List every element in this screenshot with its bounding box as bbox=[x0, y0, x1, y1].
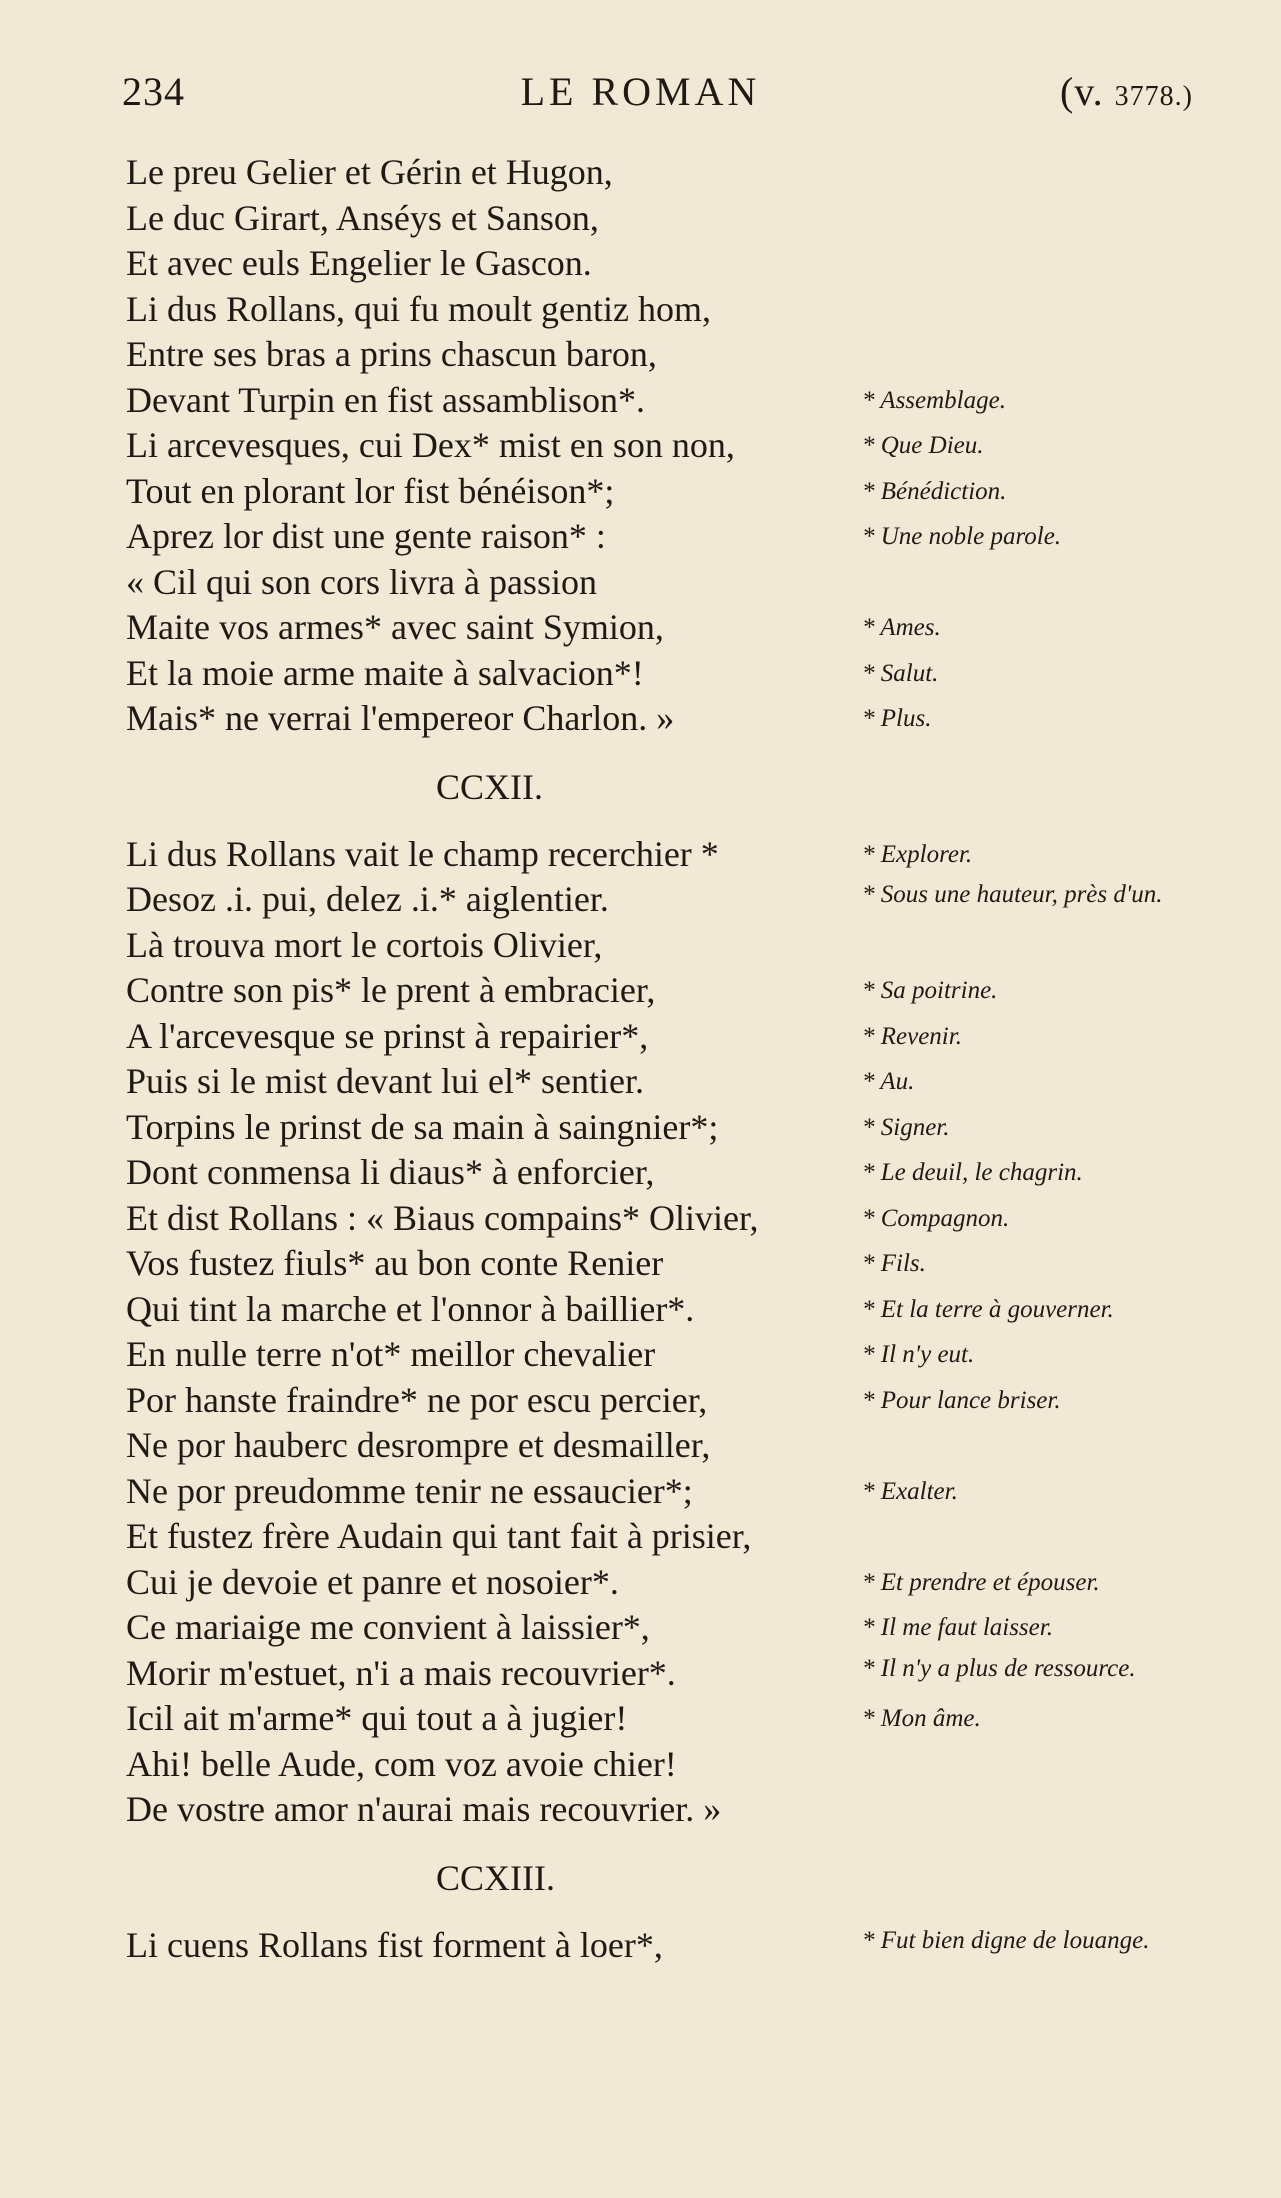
verse-line: Vos fustez fiuls* au bon conte Renier bbox=[126, 1243, 664, 1283]
verse-line: Li dus Rollans, qui fu moult gentiz hom, bbox=[126, 288, 711, 329]
verse-line: Ce mariaige me convient à laissier*, bbox=[126, 1607, 650, 1647]
verse-line: Tout en plorant lor fist bénéison*; bbox=[126, 470, 615, 511]
verse-line: Cui je devoie et panre et nosoier*. bbox=[126, 1561, 619, 1602]
gloss: * Revenir. bbox=[862, 1022, 962, 1050]
gloss: * Bénédiction. bbox=[862, 477, 1007, 505]
gloss: * Fils. bbox=[862, 1250, 926, 1277]
laisse-heading bbox=[126, 742, 846, 832]
verse-line: Desoz .i. pui, delez .i.* aiglentier. bbox=[126, 879, 609, 919]
verse-prefix: (v. bbox=[1059, 69, 1104, 114]
verse-line: Icil ait m'arme* qui tout a à jugier! bbox=[126, 1698, 628, 1738]
gloss: * Au. bbox=[862, 1068, 915, 1095]
verse-line: A l'arcevesque se prinst à repairier*, bbox=[126, 1015, 649, 1056]
verse-line: Ne por hauberc desrompre et desmailler, bbox=[126, 1425, 711, 1465]
verse-line: Contre son pis* le prent à embracier, bbox=[126, 970, 656, 1010]
verse-reference bbox=[1060, 68, 1193, 115]
verse-line: Ne por preudomme tenir ne essaucier*; bbox=[126, 1470, 693, 1511]
running-header bbox=[0, 68, 1281, 128]
verse-line: Et dist Rollans : « Biaus compains* Olivier, bbox=[126, 1197, 759, 1238]
laisse-number: CCXIII. bbox=[436, 1857, 555, 1898]
gloss: * Que Dieu. bbox=[862, 432, 984, 459]
gloss: * Sous une hauteur, près d'un. bbox=[862, 881, 1163, 908]
gloss: * Sa poitrine. bbox=[862, 977, 998, 1004]
verse-line: Li arcevesques, cui Dex* mist en son non, bbox=[126, 425, 735, 465]
laisse-number: CCXII. bbox=[436, 766, 543, 807]
page-number: 234 bbox=[122, 69, 185, 114]
verse-line: Le duc Girart, Anséys et Sanson, bbox=[126, 197, 599, 238]
verse-line: Et avec euls Engelier le Gascon. bbox=[126, 243, 592, 283]
verse-line: « Cil qui son cors livra à passion bbox=[126, 561, 597, 602]
gloss: * Assemblage. bbox=[862, 386, 1006, 414]
verse-line: Li cuens Rollans fist forment à loer*, bbox=[126, 1924, 663, 1965]
verse-line: Li dus Rollans vait le champ recerchier * bbox=[126, 833, 719, 874]
gloss: * Plus. bbox=[862, 705, 932, 732]
gloss: * Il n'y eut. bbox=[862, 1341, 975, 1368]
running-title: LE ROMAN bbox=[520, 69, 761, 114]
verse-line: Et fustez frère Audain qui tant fait à prisier, bbox=[126, 1516, 752, 1556]
verse-line: Et la moie arme maite à salvacion*! bbox=[126, 652, 644, 693]
gloss: * Signer. bbox=[862, 1113, 950, 1141]
gloss: * Une noble parole. bbox=[862, 523, 1062, 550]
poem-text bbox=[126, 150, 846, 1968]
verse-line: Maite vos armes* avec saint Symion, bbox=[126, 607, 664, 647]
laisse-heading bbox=[126, 1833, 846, 1923]
verse-line: Aprez lor dist une gente raison* : bbox=[126, 516, 606, 556]
verse-line: Puis si le mist devant lui el* sentier. bbox=[126, 1061, 644, 1101]
gloss: * Il n'y a plus de ressource. bbox=[862, 1654, 1136, 1682]
gloss: * Explorer. bbox=[862, 840, 973, 868]
gloss: * Et prendre et épouser. bbox=[862, 1568, 1100, 1596]
verse-line: De vostre amor n'aurai mais recouvrier. » bbox=[126, 1789, 722, 1829]
verse-line: Por hanste fraindre* ne por escu percier, bbox=[126, 1379, 708, 1420]
verse-line: En nulle terre n'ot* meillor chevalier bbox=[126, 1334, 656, 1374]
verse-line: Le preu Gelier et Gérin et Hugon, bbox=[126, 152, 613, 192]
gloss: * Salut. bbox=[862, 659, 939, 687]
gloss: * Compagnon. bbox=[862, 1204, 1010, 1232]
verse-line: Là trouva mort le cortois Olivier, bbox=[126, 924, 603, 965]
gloss: * Mon âme. bbox=[862, 1705, 981, 1732]
gloss: * Ames. bbox=[862, 614, 941, 641]
glosses-margin bbox=[862, 150, 1222, 1968]
verse-line: Morir m'estuet, n'i a mais recouvrier*. bbox=[126, 1652, 676, 1693]
gloss: * Il me faut laisser. bbox=[862, 1614, 1053, 1641]
verse-line: Mais* ne verrai l'empereor Charlon. » bbox=[126, 698, 675, 738]
verse-line: Torpins le prinst de sa main à saingnier*; bbox=[126, 1106, 719, 1147]
gloss: * Le deuil, le chagrin. bbox=[862, 1159, 1083, 1186]
verse-line: Ahi! belle Aude, com voz avoie chier! bbox=[126, 1743, 677, 1784]
gloss: * Fut bien digne de louange. bbox=[862, 1926, 1150, 1954]
verse-number: 3778.) bbox=[1114, 81, 1193, 112]
verse-line: Devant Turpin en fist assamblison*. bbox=[126, 379, 645, 420]
gloss: * Pour lance briser. bbox=[862, 1386, 1061, 1414]
verse-line: Qui tint la marche et l'onnor à baillier*. bbox=[126, 1288, 695, 1329]
gloss: * Et la terre à gouverner. bbox=[862, 1295, 1114, 1323]
verse-line: Entre ses bras a prins chascun baron, bbox=[126, 334, 657, 374]
gloss: * Exalter. bbox=[862, 1477, 958, 1505]
verse-line: Dont conmensa li diaus* à enforcier, bbox=[126, 1152, 655, 1192]
